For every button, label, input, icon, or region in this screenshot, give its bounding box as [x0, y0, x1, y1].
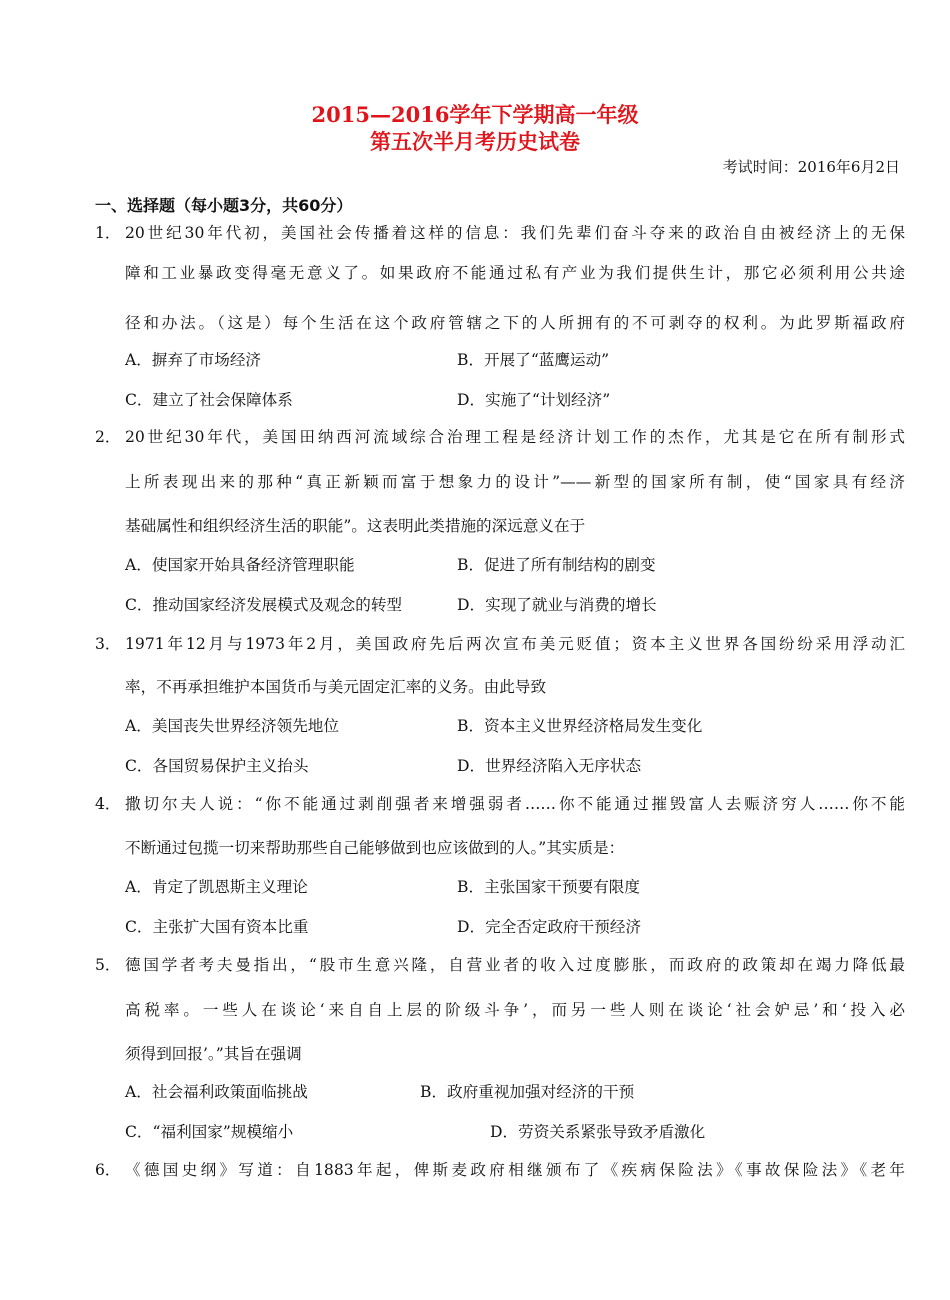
exam-title-line2: 第五次半月考历史试卷	[370, 129, 580, 154]
question-line: 上所表现出来的那种“真正新颖而富于想象力的设计”——新型的国家所有制，使“国家具有经济	[125, 473, 905, 491]
question-line: 须得到回报’。”其旨在强调	[125, 1045, 302, 1063]
option-d: D．劳资关系紧张导致矛盾激化	[490, 1123, 706, 1141]
option-b: B．开展了“蓝鹰运动”	[457, 351, 610, 369]
option-b: B．政府重视加强对经济的干预	[420, 1083, 635, 1101]
section-title: 一、选择题（每小题3分，共60分）	[95, 196, 353, 215]
option-a: A．社会福利政策面临挑战	[125, 1083, 308, 1101]
option-a: A．使国家开始具备经济管理职能	[125, 556, 355, 574]
option-a: A．肯定了凯恩斯主义理论	[125, 878, 308, 896]
question-line: 径和办法。（这是）每个生活在这个政府管辖之下的人所拥有的不可剥夺的权利。为此罗斯福政府	[125, 314, 905, 332]
option-d: D．实现了就业与消费的增长	[457, 596, 657, 614]
question-line: 不断通过包揽一切来帮助那些自己能够做到也应该做到的人。”其实质是：	[125, 839, 625, 857]
option-b: B．主张国家干预要有限度	[457, 878, 640, 896]
question-number: 6．	[95, 1161, 121, 1179]
question-line: 率，不再承担维护本国货币与美元固定汇率的义务。由此导致	[125, 678, 547, 696]
question-line: 1971年12月与1973年2月，美国政府先后两次宣布美元贬值；资本主义世界各国纷纷采用浮动汇	[125, 635, 905, 653]
question-line: 障和工业暴政变得毫无意义了。如果政府不能通过私有产业为我们提供生计，那它必须利用公共途	[125, 264, 905, 282]
question-number: 5．	[95, 956, 121, 974]
option-c: C．建立了社会保障体系	[125, 391, 293, 409]
question-line: 20世纪30年代初，美国社会传播着这样的信息：我们先辈们奋斗夺来的政治自由被经济上的无保	[125, 224, 905, 242]
question-line: 撒切尔夫人说：“你不能通过剥削强者来增强弱者……你不能通过摧毁富人去赈济穷人……你不能	[125, 795, 905, 813]
option-c: C．推动国家经济发展模式及观念的转型	[125, 596, 403, 614]
option-a: A．摒弃了市场经济	[125, 351, 262, 369]
question-number: 3．	[95, 635, 121, 653]
question-line: 20世纪30年代，美国田纳西河流域综合治理工程是经济计划工作的杰作，尤其是它在所有制形式	[125, 428, 905, 446]
option-b: B．促进了所有制结构的剧变	[457, 556, 656, 574]
question-line: 高税率。一些人在谈论‘来自自上层的阶级斗争’，而另一些人则在谈论‘社会妒忌’和‘投入必	[125, 1001, 905, 1019]
question-line: 德国学者考夫曼指出，“股市生意兴隆，自营业者的收入过度膨胀，而政府的政策却在竭力降低最	[125, 956, 905, 974]
question-line: 《德国史纲》写道：自1883年起，俾斯麦政府相继颁布了《疾病保险法》《事故保险法》《老年	[125, 1161, 905, 1179]
option-b: B．资本主义世界经济格局发生变化	[457, 717, 703, 735]
option-c: C．各国贸易保护主义抬头	[125, 757, 309, 775]
exam-title-line1: 2015—2016学年下学期高一年级	[311, 102, 639, 127]
question-number: 2．	[95, 428, 121, 446]
option-d: D．世界经济陷入无序状态	[457, 757, 642, 775]
exam-time: 考试时间：2016年6月2日	[722, 158, 900, 176]
question-line: 基础属性和组织经济生活的职能”。这表明此类措施的深远意义在于	[125, 517, 586, 535]
option-c: C．主张扩大国有资本比重	[125, 918, 309, 936]
option-d: D．实施了“计划经济”	[457, 391, 611, 409]
option-c: C．“福利国家”规模缩小	[125, 1123, 294, 1141]
option-a: A．美国丧失世界经济领先地位	[125, 717, 339, 735]
question-number: 4．	[95, 795, 121, 813]
question-number: 1．	[95, 224, 121, 242]
option-d: D．完全否定政府干预经济	[457, 918, 642, 936]
